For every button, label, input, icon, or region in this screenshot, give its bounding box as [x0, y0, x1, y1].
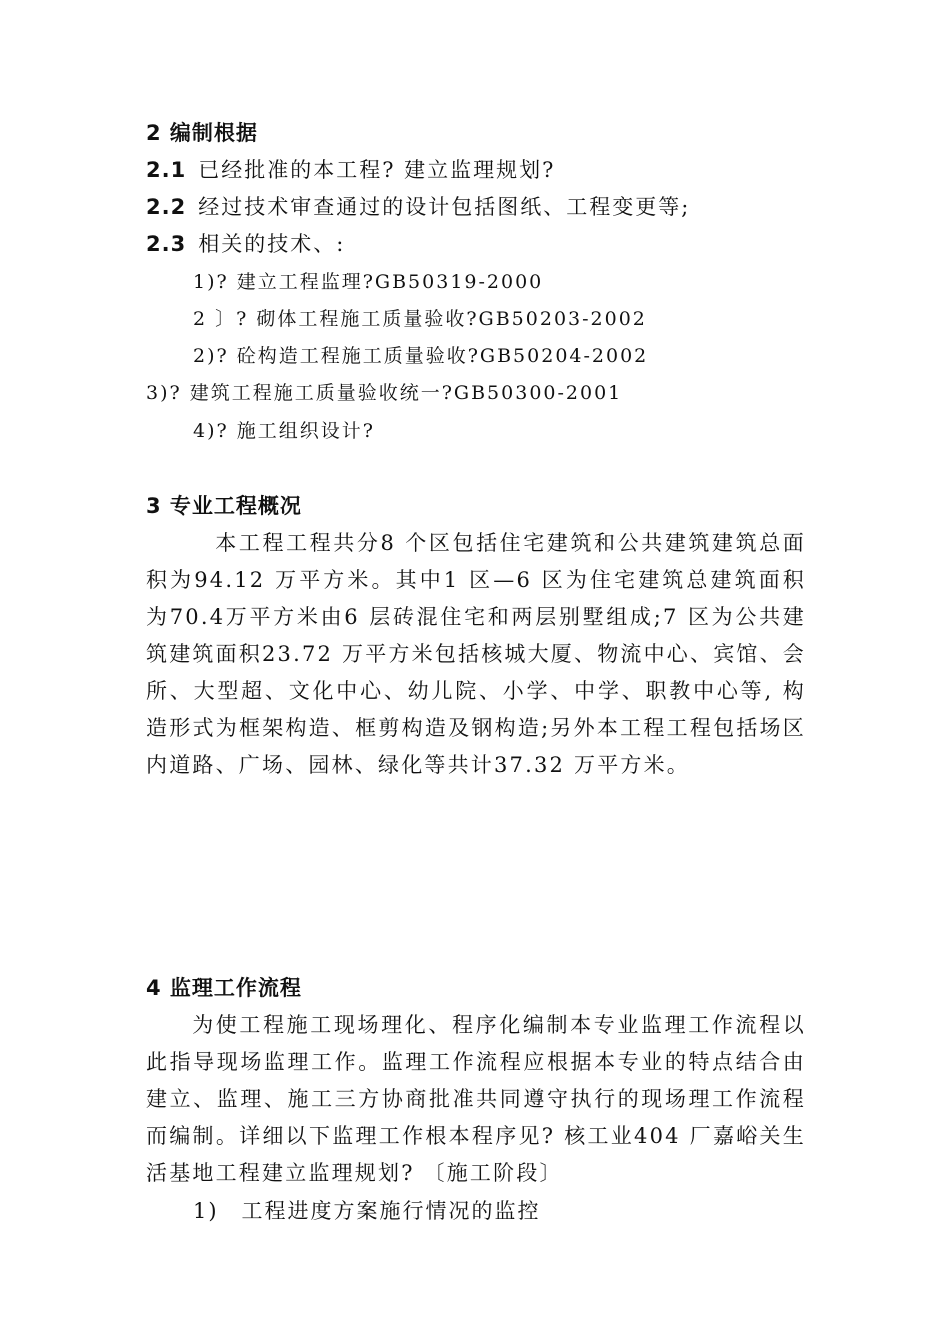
standard-item: 1)? 建立工程监理?GB50319-2000 [193, 271, 544, 293]
section-2-heading: 2 编制根据 [146, 121, 258, 145]
section-3-heading: 3 专业工程概况 [146, 494, 302, 518]
section-3-paragraph: 本工程工程共分8 个区包括住宅建筑和公共建筑建筑总面积为94.12 万平方米。其中1 区—6 区为住宅建筑总建筑面积为70.4万平方米由6 层砖混住宅和两层别墅组成;7 区为公共建筑建筑面积23.72 万平方米包括核城大厦、物流中心、宾馆、会所、大型超、文化中心、幼儿院、小学、中学、职教中心等, 构造形式为框架构造、框剪构造及钢构造;另外本工程工程包括场区内道路、广场、园林、绿化等共计37.32 万平方米。 [146, 531, 806, 777]
item-number: 2.1 [146, 158, 187, 182]
standard-item: 2 〕? 砌体工程施工质量验收?GB50203-2002 [193, 308, 647, 330]
standard-item: 2)? 砼构造工程施工质量验收?GB50204-2002 [193, 345, 649, 367]
item-2-2 [146, 194, 690, 220]
standard-item: 4)? 施工组织设计? [193, 420, 375, 442]
item-2-3 [146, 231, 345, 257]
standard-item: 3)? 建筑工程施工质量验收统一?GB50300-2001 [146, 382, 623, 404]
section-4-paragraph: 为使工程施工现场理化、程序化编制本专业监理工作流程以此指导现场监理工作。监理工作流程应根据本专业的特点结合由建立、监理、施工三方协商批准共同遵守执行的现场理工作流程而编制。详细以下监理工作根本程序见? 核工业404 厂嘉峪关生活基地工程建立监理规划? 〔施工阶段〕 [146, 1013, 806, 1185]
sub-item: 1) 工程进度方案施行情况的监控 [193, 1199, 541, 1223]
item-number: 2.2 [146, 195, 187, 219]
item-text: 经过技术审查通过的设计包括图纸、工程变更等; [198, 195, 691, 219]
section-4-heading: 4 监理工作流程 [146, 976, 302, 1000]
item-2-1 [146, 157, 555, 183]
item-text: 已经批准的本工程? 建立监理规划? [198, 158, 556, 182]
item-text: 相关的技术、: [198, 232, 346, 256]
item-number: 2.3 [146, 232, 187, 256]
